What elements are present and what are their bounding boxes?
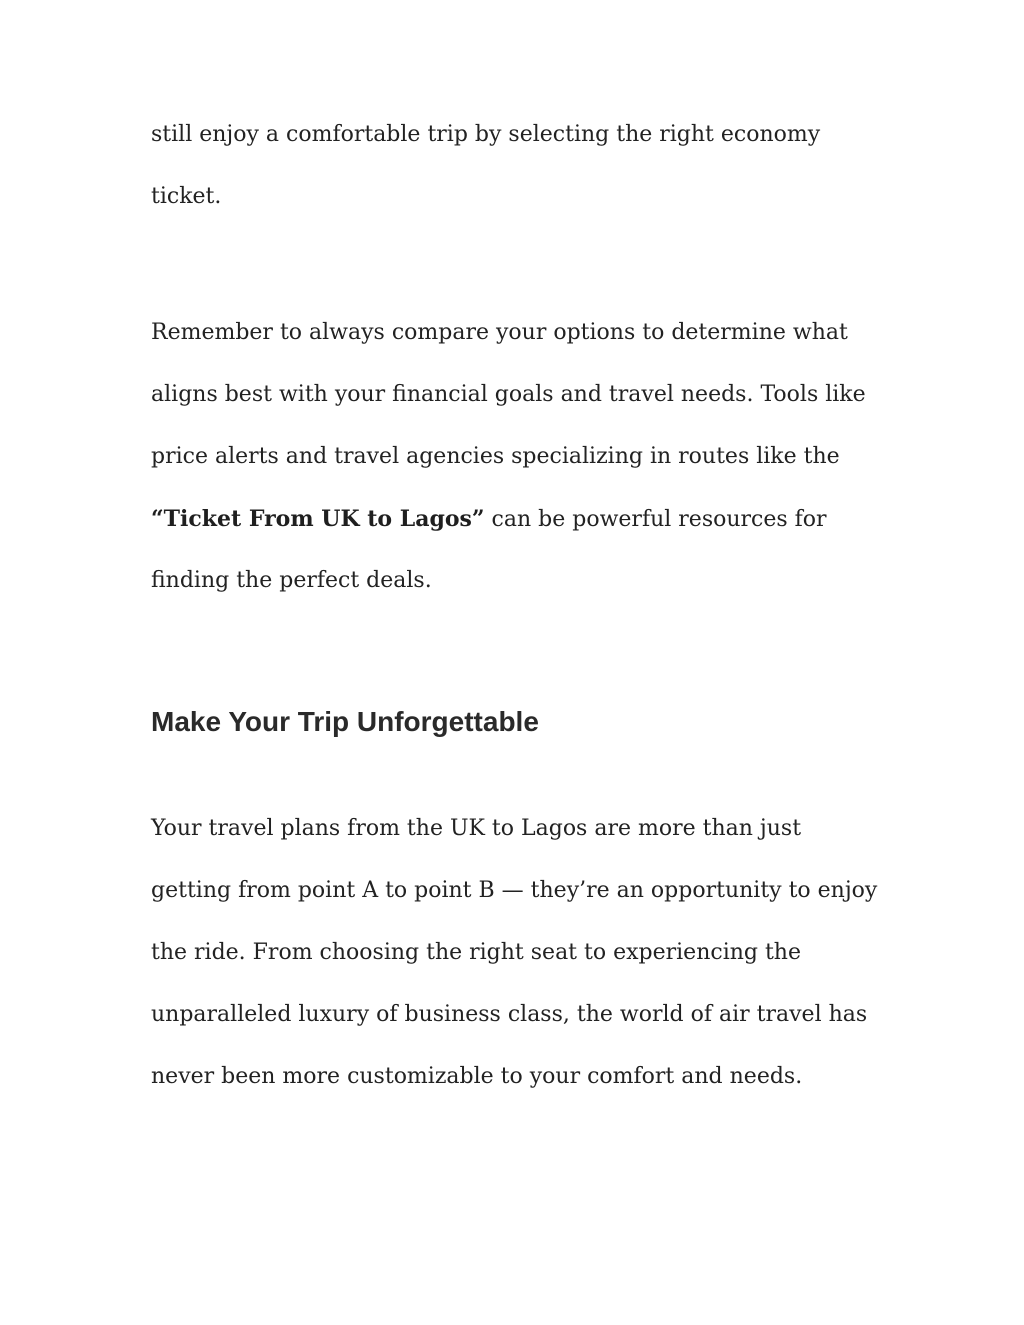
paragraph-3-line-1: Your travel plans from the UK to Lagos are more than just (151, 816, 802, 841)
paragraph-3-line-2: getting from point A to point B — they’re an opportunity to enjoy (151, 878, 878, 903)
paragraph-2-line-4 (151, 504, 827, 535)
paragraph-1-line-2: ticket. (151, 184, 222, 209)
paragraph-3-line-3: the ride. From choosing the right seat to experiencing the (151, 940, 801, 965)
paragraph-2-line-2: aligns best with your financial goals and travel needs. Tools like (151, 382, 866, 407)
paragraph-2-line-3: price alerts and travel agencies specializing in routes like the (151, 444, 840, 469)
paragraph-1-line-1: still enjoy a comfortable trip by selecting the right economy (151, 122, 821, 147)
paragraph-2-line-1: Remember to always compare your options to determine what (151, 320, 848, 345)
paragraph-2-line-4-rest: can be powerful resources for (484, 507, 827, 532)
section-heading: Make Your Trip Unforgettable (151, 706, 539, 737)
ticket-route-emphasis: “Ticket From UK to Lagos” (151, 506, 485, 532)
paragraph-2-line-5: finding the perfect deals. (151, 568, 432, 593)
paragraph-3-line-4: unparalleled luxury of business class, the world of air travel has (151, 1002, 868, 1027)
paragraph-3-line-5: never been more customizable to your comfort and needs. (151, 1064, 803, 1089)
